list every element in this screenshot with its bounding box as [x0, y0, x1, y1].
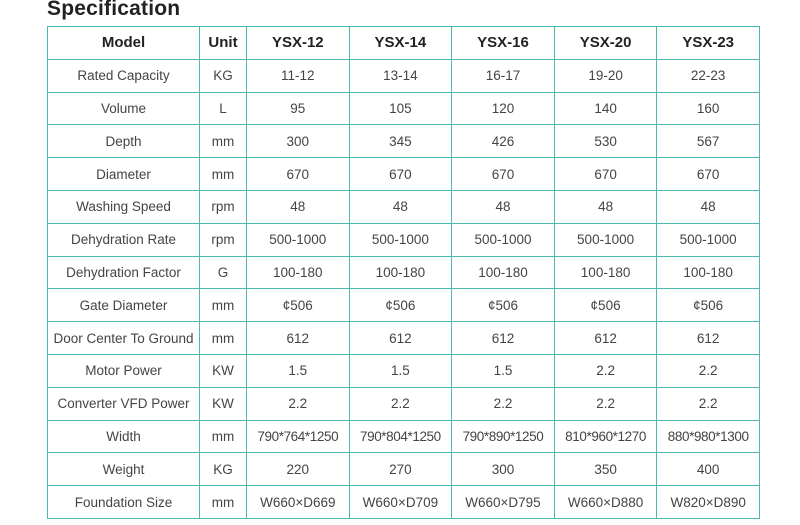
- value-cell: 500-1000: [554, 223, 657, 256]
- value-cell: ¢506: [452, 289, 555, 322]
- unit-cell: mm: [200, 289, 247, 322]
- value-cell: 100-180: [554, 256, 657, 289]
- table-row: [48, 92, 760, 125]
- table-row: [48, 256, 760, 289]
- value-cell: 2.2: [554, 387, 657, 420]
- parameter-name-cell: Width: [48, 420, 200, 453]
- value-cell: 790*890*1250: [452, 420, 555, 453]
- unit-cell: KW: [200, 354, 247, 387]
- value-cell: 670: [247, 158, 350, 191]
- unit-cell: mm: [200, 322, 247, 355]
- value-cell: 95: [247, 92, 350, 125]
- value-cell: 2.2: [554, 354, 657, 387]
- value-cell: ¢506: [247, 289, 350, 322]
- table-row: [48, 387, 760, 420]
- value-cell: W660×D669: [247, 486, 350, 519]
- header-model-ysx-12: YSX-12: [247, 27, 350, 60]
- value-cell: 19-20: [554, 59, 657, 92]
- value-cell: 270: [349, 453, 452, 486]
- parameter-name-cell: Converter VFD Power: [48, 387, 200, 420]
- value-cell: 22-23: [657, 59, 760, 92]
- value-cell: 160: [657, 92, 760, 125]
- parameter-name-cell: Dehydration Factor: [48, 256, 200, 289]
- value-cell: 1.5: [452, 354, 555, 387]
- unit-cell: KG: [200, 59, 247, 92]
- header-model: Model: [48, 27, 200, 60]
- value-cell: 426: [452, 125, 555, 158]
- value-cell: ¢506: [349, 289, 452, 322]
- value-cell: 1.5: [247, 354, 350, 387]
- value-cell: 790*804*1250: [349, 420, 452, 453]
- header-model-ysx-16: YSX-16: [452, 27, 555, 60]
- value-cell: 100-180: [452, 256, 555, 289]
- value-cell: 350: [554, 453, 657, 486]
- unit-cell: mm: [200, 486, 247, 519]
- table-row: [48, 354, 760, 387]
- value-cell: 670: [554, 158, 657, 191]
- value-cell: 48: [247, 190, 350, 223]
- table-body: [48, 59, 760, 518]
- value-cell: 2.2: [349, 387, 452, 420]
- value-cell: 100-180: [247, 256, 350, 289]
- value-cell: 11-12: [247, 59, 350, 92]
- parameter-name-cell: Dehydration Rate: [48, 223, 200, 256]
- parameter-name-cell: Motor Power: [48, 354, 200, 387]
- table-row: [48, 420, 760, 453]
- page-title: Specification: [47, 0, 181, 20]
- table-row: [48, 486, 760, 519]
- value-cell: 100-180: [657, 256, 760, 289]
- parameter-name-cell: Weight: [48, 453, 200, 486]
- parameter-name-cell: Depth: [48, 125, 200, 158]
- parameter-name-cell: Rated Capacity: [48, 59, 200, 92]
- value-cell: 612: [554, 322, 657, 355]
- value-cell: 48: [349, 190, 452, 223]
- value-cell: 100-180: [349, 256, 452, 289]
- parameter-name-cell: Volume: [48, 92, 200, 125]
- value-cell: 612: [657, 322, 760, 355]
- value-cell: 670: [657, 158, 760, 191]
- value-cell: 500-1000: [349, 223, 452, 256]
- value-cell: 500-1000: [247, 223, 350, 256]
- header-model-ysx-23: YSX-23: [657, 27, 760, 60]
- value-cell: 13-14: [349, 59, 452, 92]
- value-cell: 530: [554, 125, 657, 158]
- table-row: [48, 190, 760, 223]
- value-cell: 1.5: [349, 354, 452, 387]
- value-cell: 220: [247, 453, 350, 486]
- unit-cell: KW: [200, 387, 247, 420]
- table-row: [48, 125, 760, 158]
- parameter-name-cell: Gate Diameter: [48, 289, 200, 322]
- header-model-ysx-20: YSX-20: [554, 27, 657, 60]
- value-cell: 48: [657, 190, 760, 223]
- table-row: [48, 59, 760, 92]
- unit-cell: rpm: [200, 223, 247, 256]
- value-cell: 2.2: [452, 387, 555, 420]
- table-row: [48, 289, 760, 322]
- value-cell: 2.2: [657, 354, 760, 387]
- table-row: [48, 453, 760, 486]
- unit-cell: rpm: [200, 190, 247, 223]
- value-cell: 612: [349, 322, 452, 355]
- parameter-name-cell: Diameter: [48, 158, 200, 191]
- value-cell: W820×D890: [657, 486, 760, 519]
- value-cell: 500-1000: [657, 223, 760, 256]
- value-cell: 300: [247, 125, 350, 158]
- value-cell: 810*960*1270: [554, 420, 657, 453]
- header-unit: Unit: [200, 27, 247, 60]
- value-cell: 2.2: [657, 387, 760, 420]
- specification-table: [47, 26, 760, 519]
- value-cell: ¢506: [554, 289, 657, 322]
- parameter-name-cell: Foundation Size: [48, 486, 200, 519]
- unit-cell: mm: [200, 125, 247, 158]
- table-row: [48, 322, 760, 355]
- unit-cell: KG: [200, 453, 247, 486]
- value-cell: 300: [452, 453, 555, 486]
- value-cell: 105: [349, 92, 452, 125]
- unit-cell: mm: [200, 158, 247, 191]
- value-cell: 790*764*1250: [247, 420, 350, 453]
- value-cell: 612: [452, 322, 555, 355]
- value-cell: W660×D795: [452, 486, 555, 519]
- parameter-name-cell: Door Center To Ground: [48, 322, 200, 355]
- header-model-ysx-14: YSX-14: [349, 27, 452, 60]
- value-cell: 670: [349, 158, 452, 191]
- value-cell: 567: [657, 125, 760, 158]
- value-cell: 670: [452, 158, 555, 191]
- value-cell: 120: [452, 92, 555, 125]
- unit-cell: mm: [200, 420, 247, 453]
- table-header-row: [48, 27, 760, 60]
- parameter-name-cell: Washing Speed: [48, 190, 200, 223]
- unit-cell: G: [200, 256, 247, 289]
- value-cell: W660×D880: [554, 486, 657, 519]
- value-cell: 48: [554, 190, 657, 223]
- value-cell: ¢506: [657, 289, 760, 322]
- value-cell: 140: [554, 92, 657, 125]
- value-cell: 345: [349, 125, 452, 158]
- value-cell: 400: [657, 453, 760, 486]
- value-cell: 2.2: [247, 387, 350, 420]
- table-row: [48, 223, 760, 256]
- table-row: [48, 158, 760, 191]
- value-cell: 16-17: [452, 59, 555, 92]
- value-cell: 880*980*1300: [657, 420, 760, 453]
- value-cell: W660×D709: [349, 486, 452, 519]
- value-cell: 612: [247, 322, 350, 355]
- value-cell: 48: [452, 190, 555, 223]
- unit-cell: L: [200, 92, 247, 125]
- value-cell: 500-1000: [452, 223, 555, 256]
